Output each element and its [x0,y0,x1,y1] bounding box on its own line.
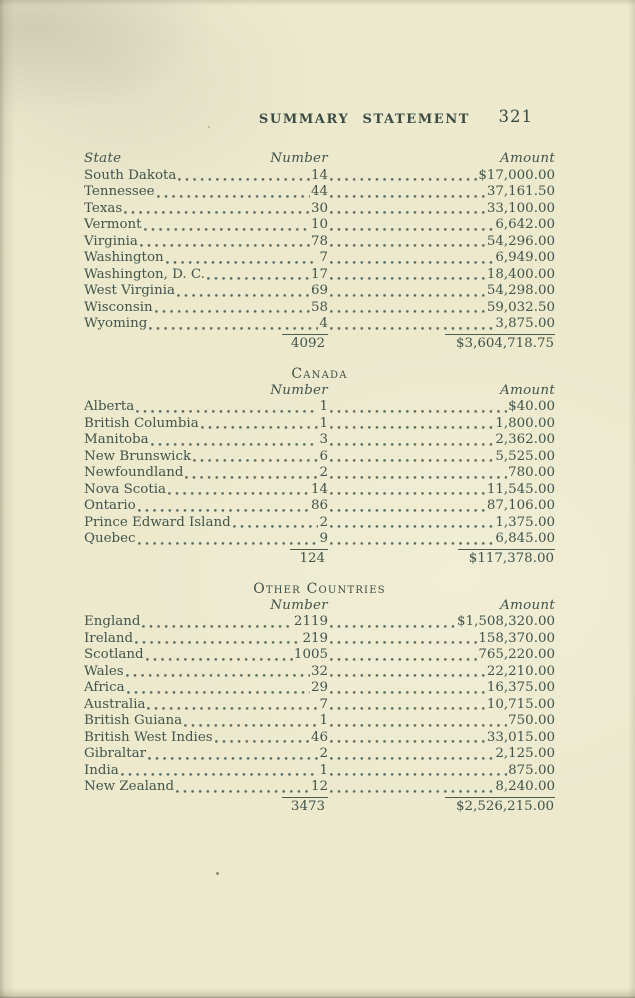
row-number: 2 [319,746,328,761]
row-number: 2 [319,465,328,480]
table-section [84,151,555,352]
dot-leader [185,476,318,479]
row-amount: 33,015.00 [486,729,555,745]
row-number: 12 [310,779,328,794]
table-row [84,267,555,284]
spacer [330,608,499,611]
row-number: 78 [310,233,328,249]
dot-leader [330,277,486,280]
column-header-row [84,383,555,400]
row-name: West Virginia [84,283,175,298]
section-rows [84,614,555,796]
row-number: 1 [319,762,328,778]
section-heading: Other Countries [253,581,386,597]
col-amount: Amount [500,597,555,613]
spacer [86,393,269,396]
dot-leader [207,277,310,280]
dot-leader [151,443,319,446]
row-name: Vermont [84,217,142,232]
row-name: Washington [84,250,164,265]
scan-speck [216,872,219,875]
dot-leader [178,178,310,181]
section-heading: Canada [291,366,348,382]
column-header-row [84,151,555,168]
total-row [84,549,555,568]
dot-leader [155,310,310,313]
total-number: 3473 [282,797,328,816]
row-number: 86 [310,498,328,513]
spacer [123,162,269,165]
row-amount: 5,525.00 [495,448,555,464]
dot-leader [330,790,494,793]
table-row [84,482,555,499]
row-amount: 11,545.00 [486,481,555,497]
row-name: Quebec [84,531,136,546]
row-amount: 87,106.00 [486,498,555,513]
row-number: 29 [310,680,328,695]
table-row [84,746,555,763]
table-row [84,498,555,515]
table-row [84,432,555,449]
dot-leader [330,211,486,214]
table-row [84,217,555,234]
row-name: Newfoundland [84,465,184,480]
dot-leader [330,674,486,677]
row-amount: 875.00 [508,762,555,778]
row-number: 9 [319,531,328,546]
row-amount: 765,220.00 [478,647,555,662]
dot-leader [148,757,318,760]
row-amount: 2,125.00 [495,746,555,761]
page-title: SUMMARY STATEMENT [258,112,471,127]
row-number: 4 [319,316,328,331]
row-amount: $40.00 [508,399,555,414]
row-name: South Dakota [84,167,177,183]
row-number: 32 [310,663,328,679]
table-row [84,283,555,300]
spacer [86,608,269,611]
spacer [330,393,499,396]
dot-leader [126,674,310,677]
row-amount: 6,949.00 [495,250,555,265]
row-name: British West Indies [84,729,213,745]
row-amount: 59,032.50 [486,299,555,315]
dot-leader [146,658,293,661]
table-row [84,316,555,333]
table-row [84,201,555,218]
dot-leader [330,691,486,694]
row-name: British Guiana [84,713,183,728]
row-number: 7 [319,696,328,712]
spacer [86,346,281,349]
table-row [84,250,555,267]
dot-leader [127,691,310,694]
row-amount: 8,240.00 [495,779,555,794]
table-row [84,680,555,697]
col-state: State [84,151,122,166]
dot-leader [147,707,318,710]
row-amount: 22,210.00 [486,663,555,679]
table-row [84,399,555,416]
col-number: Number [270,597,328,613]
row-name: Alberta [84,399,135,414]
row-number: 58 [310,299,328,315]
dot-leader [330,658,477,661]
dot-leader [138,509,310,512]
dot-leader [330,294,486,297]
col-number: Number [270,151,328,166]
dot-leader [330,195,486,198]
table-row [84,449,555,466]
dot-leader [193,459,318,462]
table-row [84,713,555,730]
dot-leader [184,724,318,727]
total-amount: $3,604,718.75 [445,334,555,353]
dot-leader [176,790,310,793]
dot-leader [330,542,494,545]
column-header-row [84,598,555,615]
dot-leader [136,410,318,413]
row-amount: 1,375.00 [495,514,555,530]
total-amount: $2,526,215.00 [445,797,555,816]
row-name: British Columbia [84,415,199,431]
row-name: Wyoming [84,316,148,331]
dot-leader [135,641,301,644]
row-name: New Brunswick [84,448,192,464]
table-section [84,366,555,567]
row-name: Ireland [84,630,134,646]
row-number: 14 [310,481,328,497]
row-name: Prince Edward Island [84,514,231,530]
row-name: Wisconsin [84,299,153,315]
row-number: 1005 [293,647,328,662]
row-amount: 18,400.00 [486,266,555,282]
row-amount: 2,362.00 [495,432,555,447]
dot-leader [330,410,507,413]
dot-leader [215,740,310,743]
table-row [84,184,555,201]
dot-leader [330,476,507,479]
row-number: 3 [319,432,328,447]
dot-leader [330,261,494,264]
dot-leader [330,625,456,628]
row-amount: 1,800.00 [495,415,555,431]
section-rows [84,399,555,548]
row-amount: 158,370.00 [478,630,555,646]
page-content [84,107,555,826]
row-number: 44 [310,184,328,199]
row-amount: $1,508,320.00 [457,614,555,629]
dot-leader [330,228,494,231]
row-number: 2 [319,514,328,530]
row-amount: 750.00 [508,713,555,728]
dot-leader [330,492,486,495]
table-section [84,581,555,815]
dot-leader [233,525,319,528]
row-name: India [84,762,119,778]
col-amount: Amount [500,382,555,398]
row-number: 14 [310,167,328,183]
dot-leader [330,327,494,330]
table-row [84,416,555,433]
spacer [330,346,444,349]
section-rows [84,168,555,333]
row-number: 6 [319,448,328,464]
page-number: 321 [498,107,533,126]
dot-leader [330,509,486,512]
row-amount: 54,296.00 [486,233,555,249]
dot-leader [330,443,494,446]
row-name: Australia [84,696,146,712]
table-row [84,730,555,747]
dot-leader [330,740,486,743]
row-name: Texas [84,200,123,216]
total-amount: $117,378.00 [458,549,555,568]
dot-leader [330,525,494,528]
row-name: Wales [84,663,124,679]
total-row [84,334,555,353]
row-name: Manitoba [84,432,149,447]
dot-leader [144,228,310,231]
table-row [84,779,555,796]
dot-leader [140,244,310,247]
row-amount: 33,100.00 [486,200,555,216]
dot-leader [330,426,494,429]
table-row [84,763,555,780]
row-name: Ontario [84,498,136,513]
row-number: 17 [310,266,328,282]
dot-leader [330,724,507,727]
row-number: 69 [310,283,328,298]
row-name: Washington, D. C. [84,266,205,282]
table-row [84,664,555,681]
table-row [84,631,555,648]
row-amount: 6,642.00 [495,217,555,232]
row-number: 219 [302,630,328,646]
row-number: 1 [319,399,328,414]
row-name: New Zealand [84,779,175,794]
dot-leader [330,244,486,247]
spacer [86,809,281,812]
table-row [84,531,555,548]
dot-leader [201,426,319,429]
row-number: 2119 [293,614,328,629]
dot-leader [124,211,310,214]
dot-leader [166,261,319,264]
dot-leader [330,641,477,644]
row-name: England [84,614,141,629]
row-name: Gibraltar [84,746,146,761]
table-row [84,168,555,185]
col-amount: Amount [500,151,555,166]
row-amount: 10,715.00 [486,696,555,712]
dot-leader [149,327,318,330]
dot-leader [330,178,477,181]
table-row [84,234,555,251]
total-number: 4092 [282,334,328,353]
total-number: 124 [290,549,328,568]
table-row [84,300,555,317]
table-row [84,697,555,714]
spacer [330,561,457,564]
row-amount: 54,298.00 [486,283,555,298]
row-amount: 16,375.00 [486,680,555,695]
table-row [84,515,555,532]
dot-leader [157,195,310,198]
dot-leader [121,773,319,776]
row-amount: 6,845.00 [495,531,555,546]
table-row [84,465,555,482]
sections [84,151,555,815]
scan-speck [208,126,210,128]
dot-leader [142,625,292,628]
row-amount: 3,875.00 [495,316,555,331]
dot-leader [330,757,494,760]
dot-leader [330,310,486,313]
dot-leader [330,773,507,776]
total-row [84,797,555,816]
row-amount: 780.00 [508,465,555,480]
dot-leader [168,492,310,495]
row-number: 10 [310,217,328,232]
row-name: Africa [84,680,125,695]
row-amount: 37,161.50 [486,184,555,199]
spacer [86,561,289,564]
running-head [84,107,555,131]
spacer [330,809,444,812]
row-amount: $17,000.00 [478,167,555,183]
dot-leader [330,707,486,710]
spacer [330,162,499,165]
row-number: 1 [319,415,328,431]
row-number: 46 [310,729,328,745]
row-number: 7 [319,250,328,265]
row-name: Nova Scotia [84,481,166,497]
dot-leader [177,294,310,297]
row-number: 1 [319,713,328,728]
dot-leader [138,542,319,545]
row-name: Virginia [84,233,138,249]
col-number: Number [270,382,328,398]
row-number: 30 [310,200,328,216]
row-name: Tennessee [84,184,155,199]
row-name: Scotland [84,647,144,662]
dot-leader [330,459,494,462]
table-row [84,614,555,631]
table-row [84,647,555,664]
